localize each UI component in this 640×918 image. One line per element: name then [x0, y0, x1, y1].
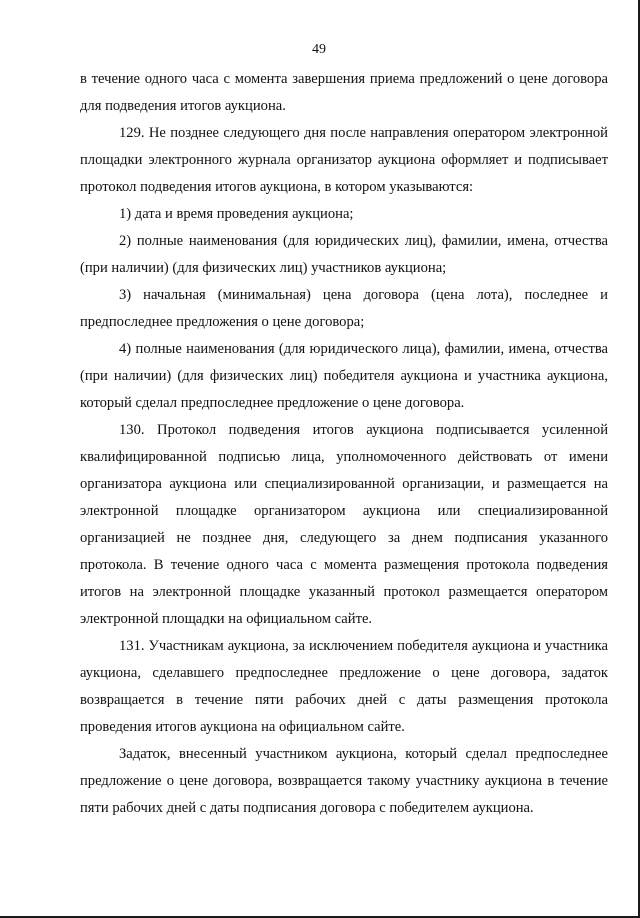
paragraph-131: 131. Участникам аукциона, за исключением победителя аукциона и участника аукциона, сделавшего предпоследнее предложение о цене договора, задаток возвращается в течение пяти рабочих дней с даты размещения протокола проведения итогов аукциона на официальном сайте. — [80, 638, 608, 735]
paragraph-continuation: в течение одного часа с момента завершения приема предложений о цене договора для подведения итогов аукциона. — [80, 71, 608, 114]
list-item-2: 2) полные наименования (для юридических лиц), фамилии, имена, отчества (при наличии) (для физических лиц) участников аукциона; — [80, 233, 608, 276]
paragraph-130: 130. Протокол подведения итогов аукциона подписывается усиленной квалифицированной подписью лица, уполномоченного действовать от имени организатора аукциона или специализированной организации, и размещается на электронной площадке организатором аукциона или специализированной организацией не позднее дня, следующего за днем подписания указанного протокола. В течение одного часа с момента размещения протокола подведения итогов на электронной площадке указанный протокол размещается оператором электронной площадки на официальном сайте. — [80, 422, 608, 627]
paragraph-deposit: Задаток, внесенный участником аукциона, который сделал предпоследнее предложение о цене договора, возвращается такому участнику аукциона в течение пяти рабочих дней с даты подписания договора с победителем аукциона. — [80, 746, 608, 816]
list-item-1: 1) дата и время проведения аукциона; — [119, 206, 354, 222]
list-item-4: 4) полные наименования (для юридического лица), фамилии, имена, отчества (при наличии) (для физических лиц) победителя аукциона и участника аукциона, который сделал предпоследнее предложение о цене договора. — [80, 341, 608, 411]
paragraph-129: 129. Не позднее следующего дня после направления оператором электронной площадки электронного журнала организатор аукциона оформляет и подписывает протокол подведения итогов аукциона, в котором указываются: — [80, 125, 608, 195]
document-body — [80, 66, 608, 822]
page-number: 49 — [312, 42, 326, 57]
list-item-3: 3) начальная (минимальная) цена договора (цена лота), последнее и предпоследнее предложения о цене договора; — [80, 287, 608, 330]
